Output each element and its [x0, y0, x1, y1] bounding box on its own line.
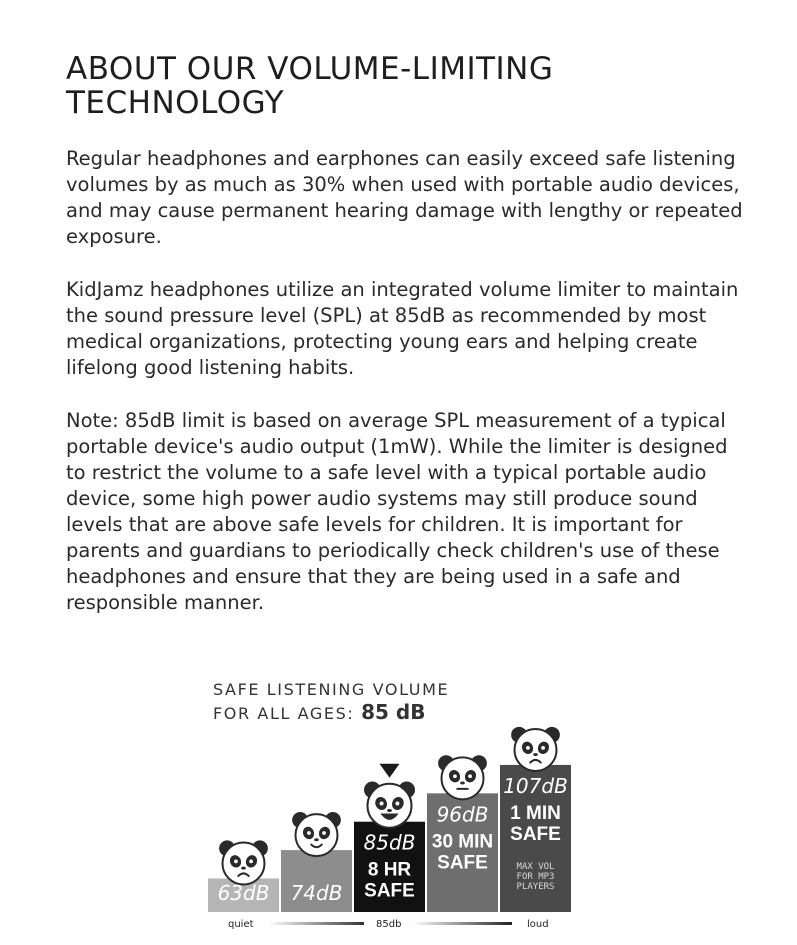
scale-gradient-right	[412, 922, 512, 925]
volume-bar-note-3: PLAYERS	[516, 881, 555, 892]
infographic-title-prefix: FOR ALL AGES:	[213, 704, 355, 723]
volume-bar-caption-5-2: SAFE	[510, 823, 561, 845]
scale-label-quiet: quiet	[228, 919, 254, 930]
volume-bar-caption-5-1: 1 MIN	[510, 802, 561, 824]
paragraph-exposure: Regular headphones and earphones can easily exceed safe listening volumes by as much as 30% when used with portable audio devices, and may cause permanent hearing damage with lengthy or repeated exposure.	[66, 147, 743, 248]
scale-label-loud: loud	[527, 919, 549, 930]
panda-icon-2	[292, 812, 341, 856]
paragraph-note: Note: 85dB limit is based on average SPL measurement of a typical portable device's audio output (1mW). While the limiter is designed to restrict the volume to a safe level with a typical portable audio device, some high power audio systems may still produce sound levels that are above safe levels for children. It is important for parents and guardians to periodically check children's use of these headphones and ensure that they are being used in a safe and responsible manner.	[66, 409, 728, 614]
volume-bar-db-4: 96dB	[436, 802, 489, 827]
volume-bar-db-1: 63dB	[217, 881, 270, 905]
volume-infographic	[200, 720, 600, 940]
panda-icon-1	[219, 840, 268, 884]
scale-label-85db: 85db	[376, 919, 402, 930]
infographic-title-line1: SAFE LISTENING VOLUME	[213, 680, 450, 699]
infographic-title	[213, 678, 449, 725]
page-title: ABOUT OUR VOLUME-LIMITING TECHNOLOGY	[66, 51, 554, 121]
volume-bar-caption-4-1: 30 MIN	[431, 831, 494, 853]
volume-bar-db-2: 74dB	[290, 881, 343, 905]
volume-bar-caption-3-2: SAFE	[364, 880, 415, 902]
panda-icon-3	[364, 782, 415, 828]
panda-icon-5	[511, 727, 560, 771]
volume-bar-db-5: 107dB	[503, 773, 568, 798]
limit-arrow-icon	[380, 764, 400, 778]
volume-bar-db-3: 85dB	[363, 830, 416, 855]
scale-gradient-left	[268, 922, 364, 925]
volume-bar-caption-4-2: SAFE	[437, 852, 488, 874]
loudness-scale	[228, 919, 549, 930]
infographic-title-value: 85 dB	[361, 700, 426, 724]
volume-bar-note-2: FOR MP3	[516, 871, 555, 882]
paragraph-limiter: KidJamz headphones utilize an integrated volume limiter to maintain the sound pressure level (SPL) at 85dB as recommended by most medical organizations, protecting young ears and helping create lifelong good listening habits.	[66, 278, 739, 379]
volume-bar-caption-3-1: 8 HR	[367, 859, 412, 881]
volume-bar-note-1: MAX VOL	[516, 861, 555, 872]
panda-icon-4	[438, 755, 487, 799]
